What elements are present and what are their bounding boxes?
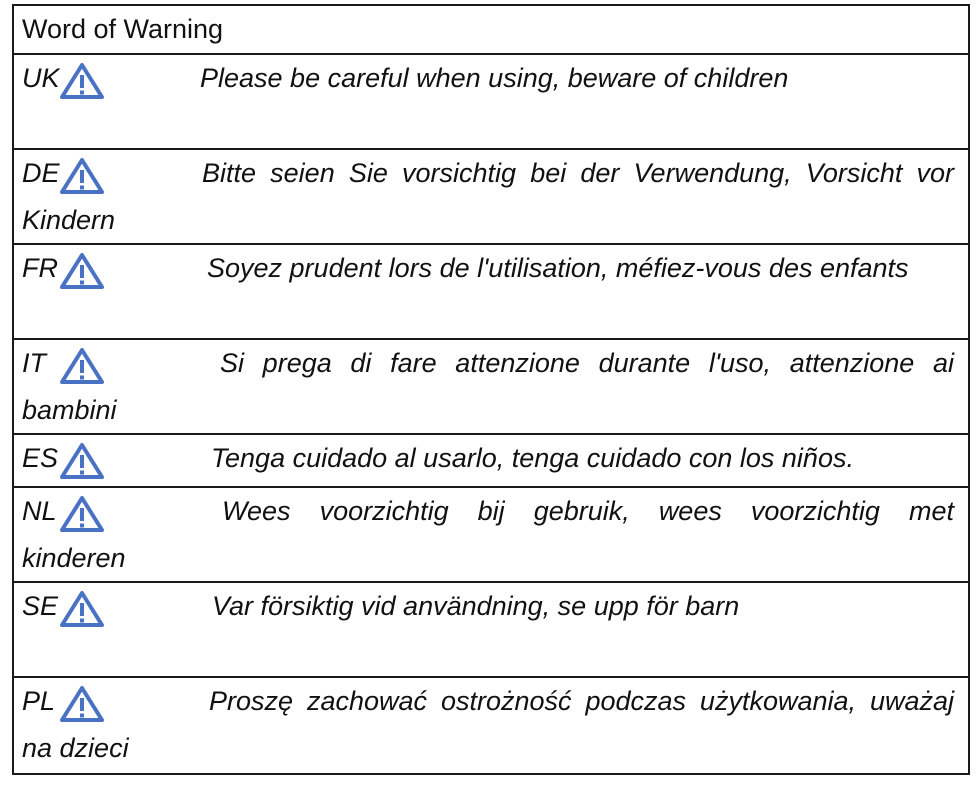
warning-message: Wees voorzichtig bij gebruik, wees voorzichtig met xyxy=(222,496,954,526)
language-code: SE xyxy=(22,591,59,621)
warning-row-it xyxy=(14,340,968,435)
warning-row-es xyxy=(14,435,968,488)
warning-row-se xyxy=(14,583,968,678)
warning-message: Bitte seien Sie vorsichtig bei der Verwendung, Vorsicht vor xyxy=(202,158,954,188)
warning-row-pl xyxy=(14,678,968,773)
warning-message-continued: na dzieci xyxy=(22,733,129,763)
warning-triangle-icon xyxy=(60,435,106,482)
warning-message: Var försiktig vid användning, se upp för barn xyxy=(212,591,740,621)
language-code: FR xyxy=(22,253,58,283)
warning-message: Tenga cuidado al usarlo, tenga cuidado con los niños. xyxy=(211,443,854,473)
warning-row-fr xyxy=(14,245,968,340)
warning-row-de xyxy=(14,150,968,245)
warning-message: Proszę zachować ostrożność podczas użytkowania, uważaj xyxy=(209,686,954,716)
language-code: IT xyxy=(22,348,46,378)
warning-message-continued: bambini xyxy=(22,395,117,425)
language-code: PL xyxy=(22,686,56,716)
language-code: NL xyxy=(22,496,57,526)
warning-message: Si prega di fare attenzione durante l'uso, attenzione ai xyxy=(220,348,954,378)
language-code: ES xyxy=(22,443,59,473)
warning-message-continued: Kindern xyxy=(22,205,116,235)
warning-row-uk xyxy=(14,55,968,150)
warning-row-nl xyxy=(14,488,968,583)
warning-table xyxy=(12,4,970,775)
language-code: UK xyxy=(22,63,60,93)
warning-message-continued: kinderen xyxy=(22,543,126,573)
warning-triangle-icon xyxy=(60,583,106,630)
warning-message: Soyez prudent lors de l'utilisation, méfiez-vous des enfants xyxy=(207,253,909,283)
table-title: Word of Warning xyxy=(14,6,968,55)
warning-triangle-icon xyxy=(60,488,106,535)
warning-triangle-icon xyxy=(60,150,106,197)
warning-triangle-icon xyxy=(60,245,106,292)
warning-triangle-icon xyxy=(60,678,106,725)
warning-message: Please be careful when using, beware of children xyxy=(200,63,789,93)
warning-triangle-icon xyxy=(60,340,106,387)
warning-triangle-icon xyxy=(60,55,106,102)
language-code: DE xyxy=(22,158,60,188)
